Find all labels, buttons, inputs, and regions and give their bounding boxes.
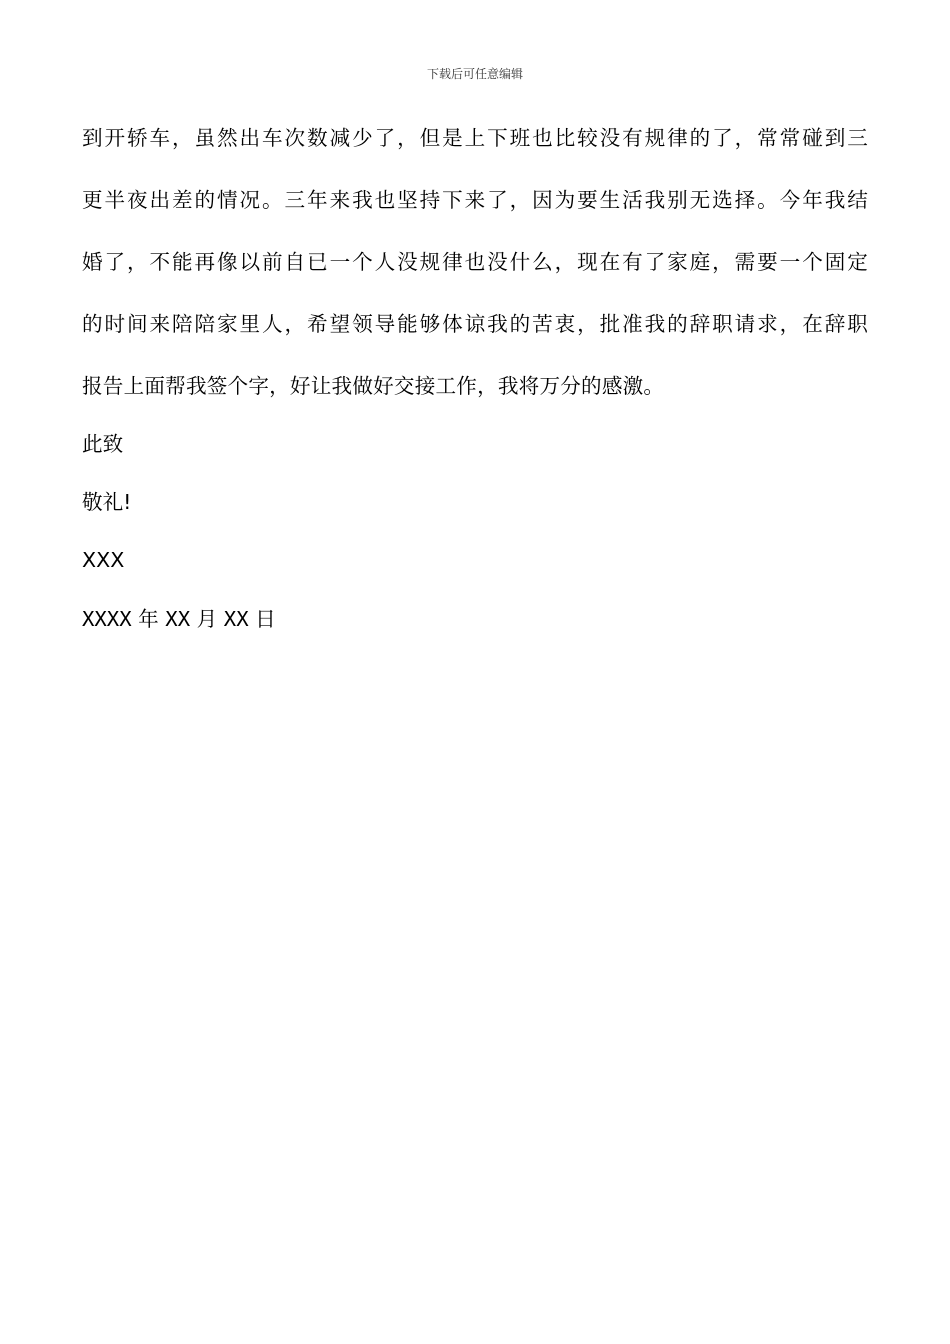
date-day: XX	[223, 607, 249, 631]
paragraph-line: 婚了，不能再像以前自已一个人没规律也没什么，现在有了家庭，需要一个固定	[82, 250, 868, 274]
page-header: 下载后可任意编辑	[426, 67, 523, 81]
paragraph-line: 到开轿车，虽然出车次数减少了，但是上下班也比较没有规律的了，常常碰到三	[82, 126, 868, 150]
salutation-ci-zhi: 此致	[82, 432, 124, 456]
letter-body	[82, 107, 868, 417]
date-month: XX	[165, 607, 191, 631]
date-line	[82, 604, 276, 634]
date-day-unit: 日	[255, 607, 276, 631]
salutation-jing-li: 敬礼!	[82, 490, 132, 514]
date-year-unit: 年	[138, 607, 159, 631]
paragraph-line: 的时间来陪陪家里人，希望领导能够体谅我的苦衷，批准我的辞职请求，在辞职	[82, 312, 868, 336]
paragraph-line: 更半夜出差的情况。三年来我也坚持下来了，因为要生活我别无选择。今年我结	[82, 188, 868, 212]
date-month-unit: 月	[196, 607, 218, 631]
paragraph-line: 报告上面帮我签个字，好让我做好交接工作，我将万分的感激。	[82, 374, 665, 398]
signature: XXX	[82, 548, 125, 572]
date-year: XXXX	[82, 607, 132, 631]
